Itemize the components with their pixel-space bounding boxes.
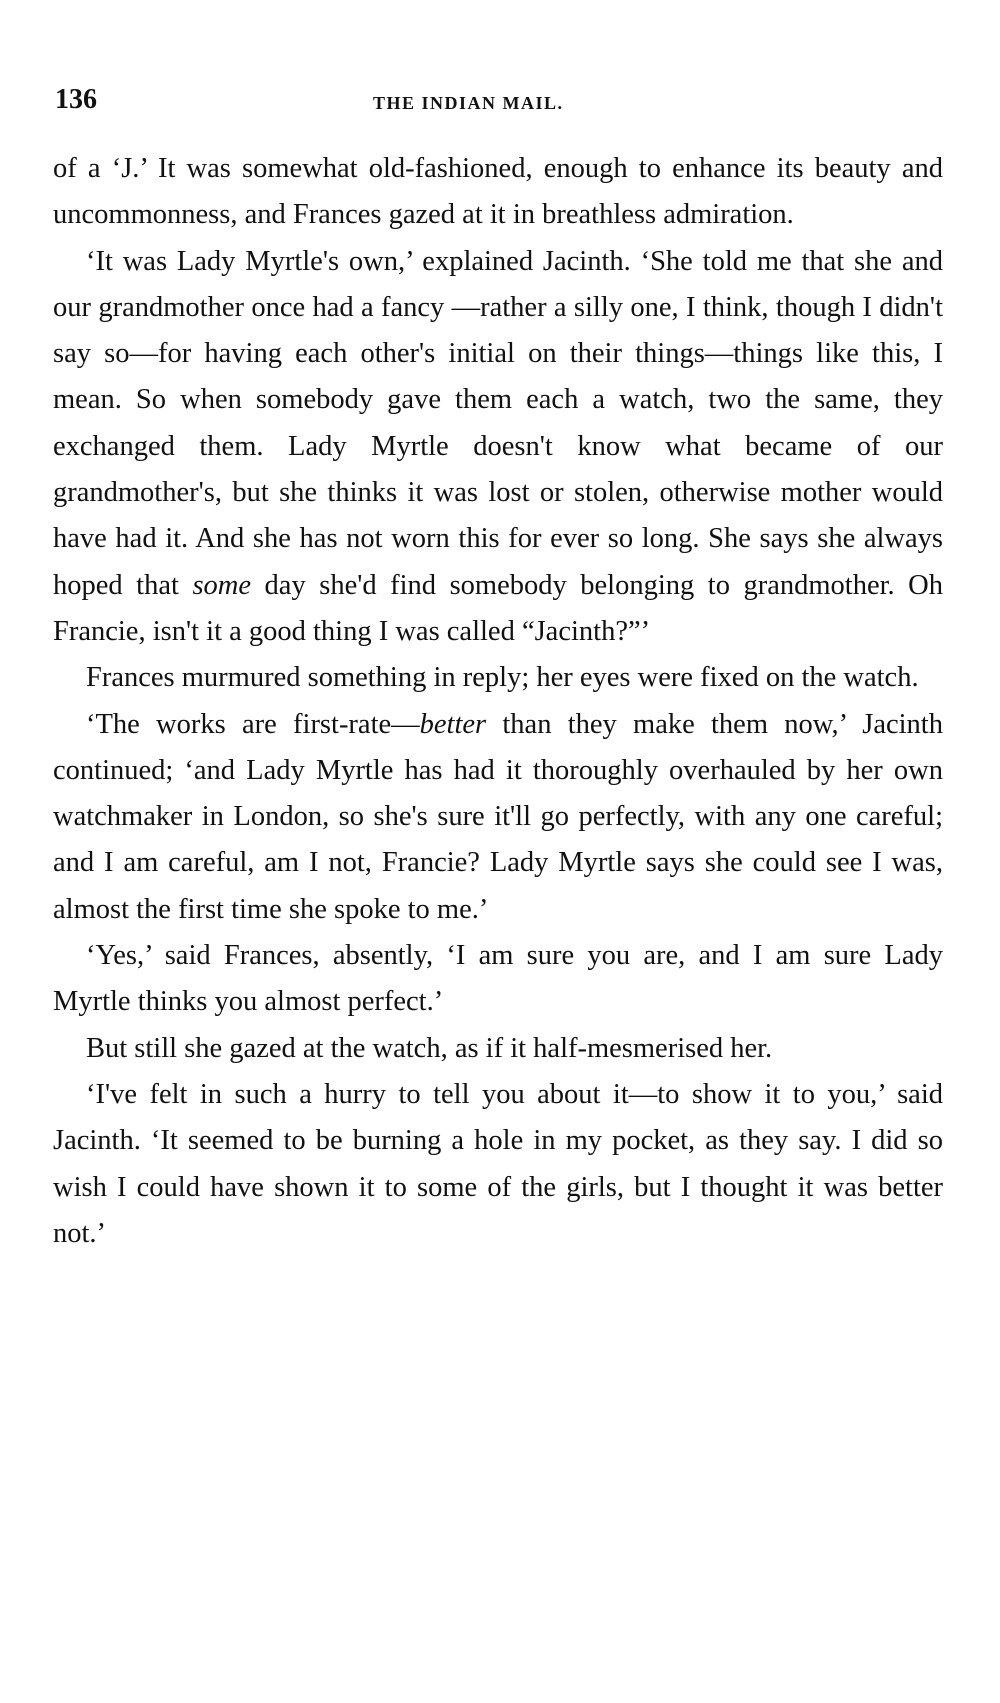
paragraph-4 <box>53 702 943 933</box>
page-header <box>55 84 950 124</box>
emphasis-better: better <box>419 708 487 740</box>
paragraph-6 <box>53 1026 943 1072</box>
paragraph-1 <box>53 146 943 239</box>
paragraph-7 <box>53 1072 943 1257</box>
paragraph-2-text-a: ‘It was Lady Myrtle's own,’ explained Jacinth. ‘She told me that she and our grandmother once had a fancy —rather a silly one, I think, though I didn't say so—for having each other's initial on their things—things like this, I mean. So when somebody gave them each a watch, two the same, they exchanged them. Lady Myrtle doesn't know what became of our grandmother's, but she thinks it was lost or stolen, otherwise mother would have had it. And she has not worn this for ever so long. She says she always hoped that <box>53 245 943 601</box>
paragraph-4-text-a: ‘The works are first-rate— <box>86 708 420 740</box>
paragraph-2-text-b: day she'd find somebody belonging to grandmother. Oh Francie, isn't it a good thing I was called “Jacinth?”’ <box>53 569 944 647</box>
paragraph-5-text: ‘Yes,’ said Frances, absently, ‘I am sure you are, and I am sure Lady Myrtle thinks you almost perfect.’ <box>53 940 943 1018</box>
paragraph-7-text: ‘I've felt in such a hurry to tell you about it—to show it to you,’ said Jacinth. ‘It seemed to be burning a hole in my pocket, as they say. I did so wish I could have shown it to some of the girls, but I thought it was better not.’ <box>53 1078 943 1249</box>
body-text <box>53 146 943 1257</box>
paragraph-6-text: But still she gazed at the watch, as if it half-mesmerised her. <box>86 1032 773 1064</box>
paragraph-5 <box>53 933 943 1026</box>
page-number: 136 <box>55 84 97 115</box>
emphasis-some: some <box>192 569 252 601</box>
paragraph-4-text-b: than they make them now,’ Jacinth continued; ‘and Lady Myrtle has had it thoroughly overhauled by her own watchmaker in London, so she's sure it'll go perfectly, with any one careful; and I am careful, am I not, Francie? Lady Myrtle says she could see I was, almost the first time she spoke to me.’ <box>53 708 943 925</box>
paragraph-2 <box>53 239 943 656</box>
paragraph-3 <box>53 655 943 701</box>
paragraph-3-text: Frances murmured something in reply; her eyes were fixed on the watch. <box>86 662 919 694</box>
running-head: THE INDIAN MAIL. <box>373 93 564 113</box>
paragraph-1-text: of a ‘J.’ It was somewhat old-fashioned, enough to enhance its beauty and uncommonness, and Frances gazed at it in breathless admiration. <box>53 153 943 231</box>
